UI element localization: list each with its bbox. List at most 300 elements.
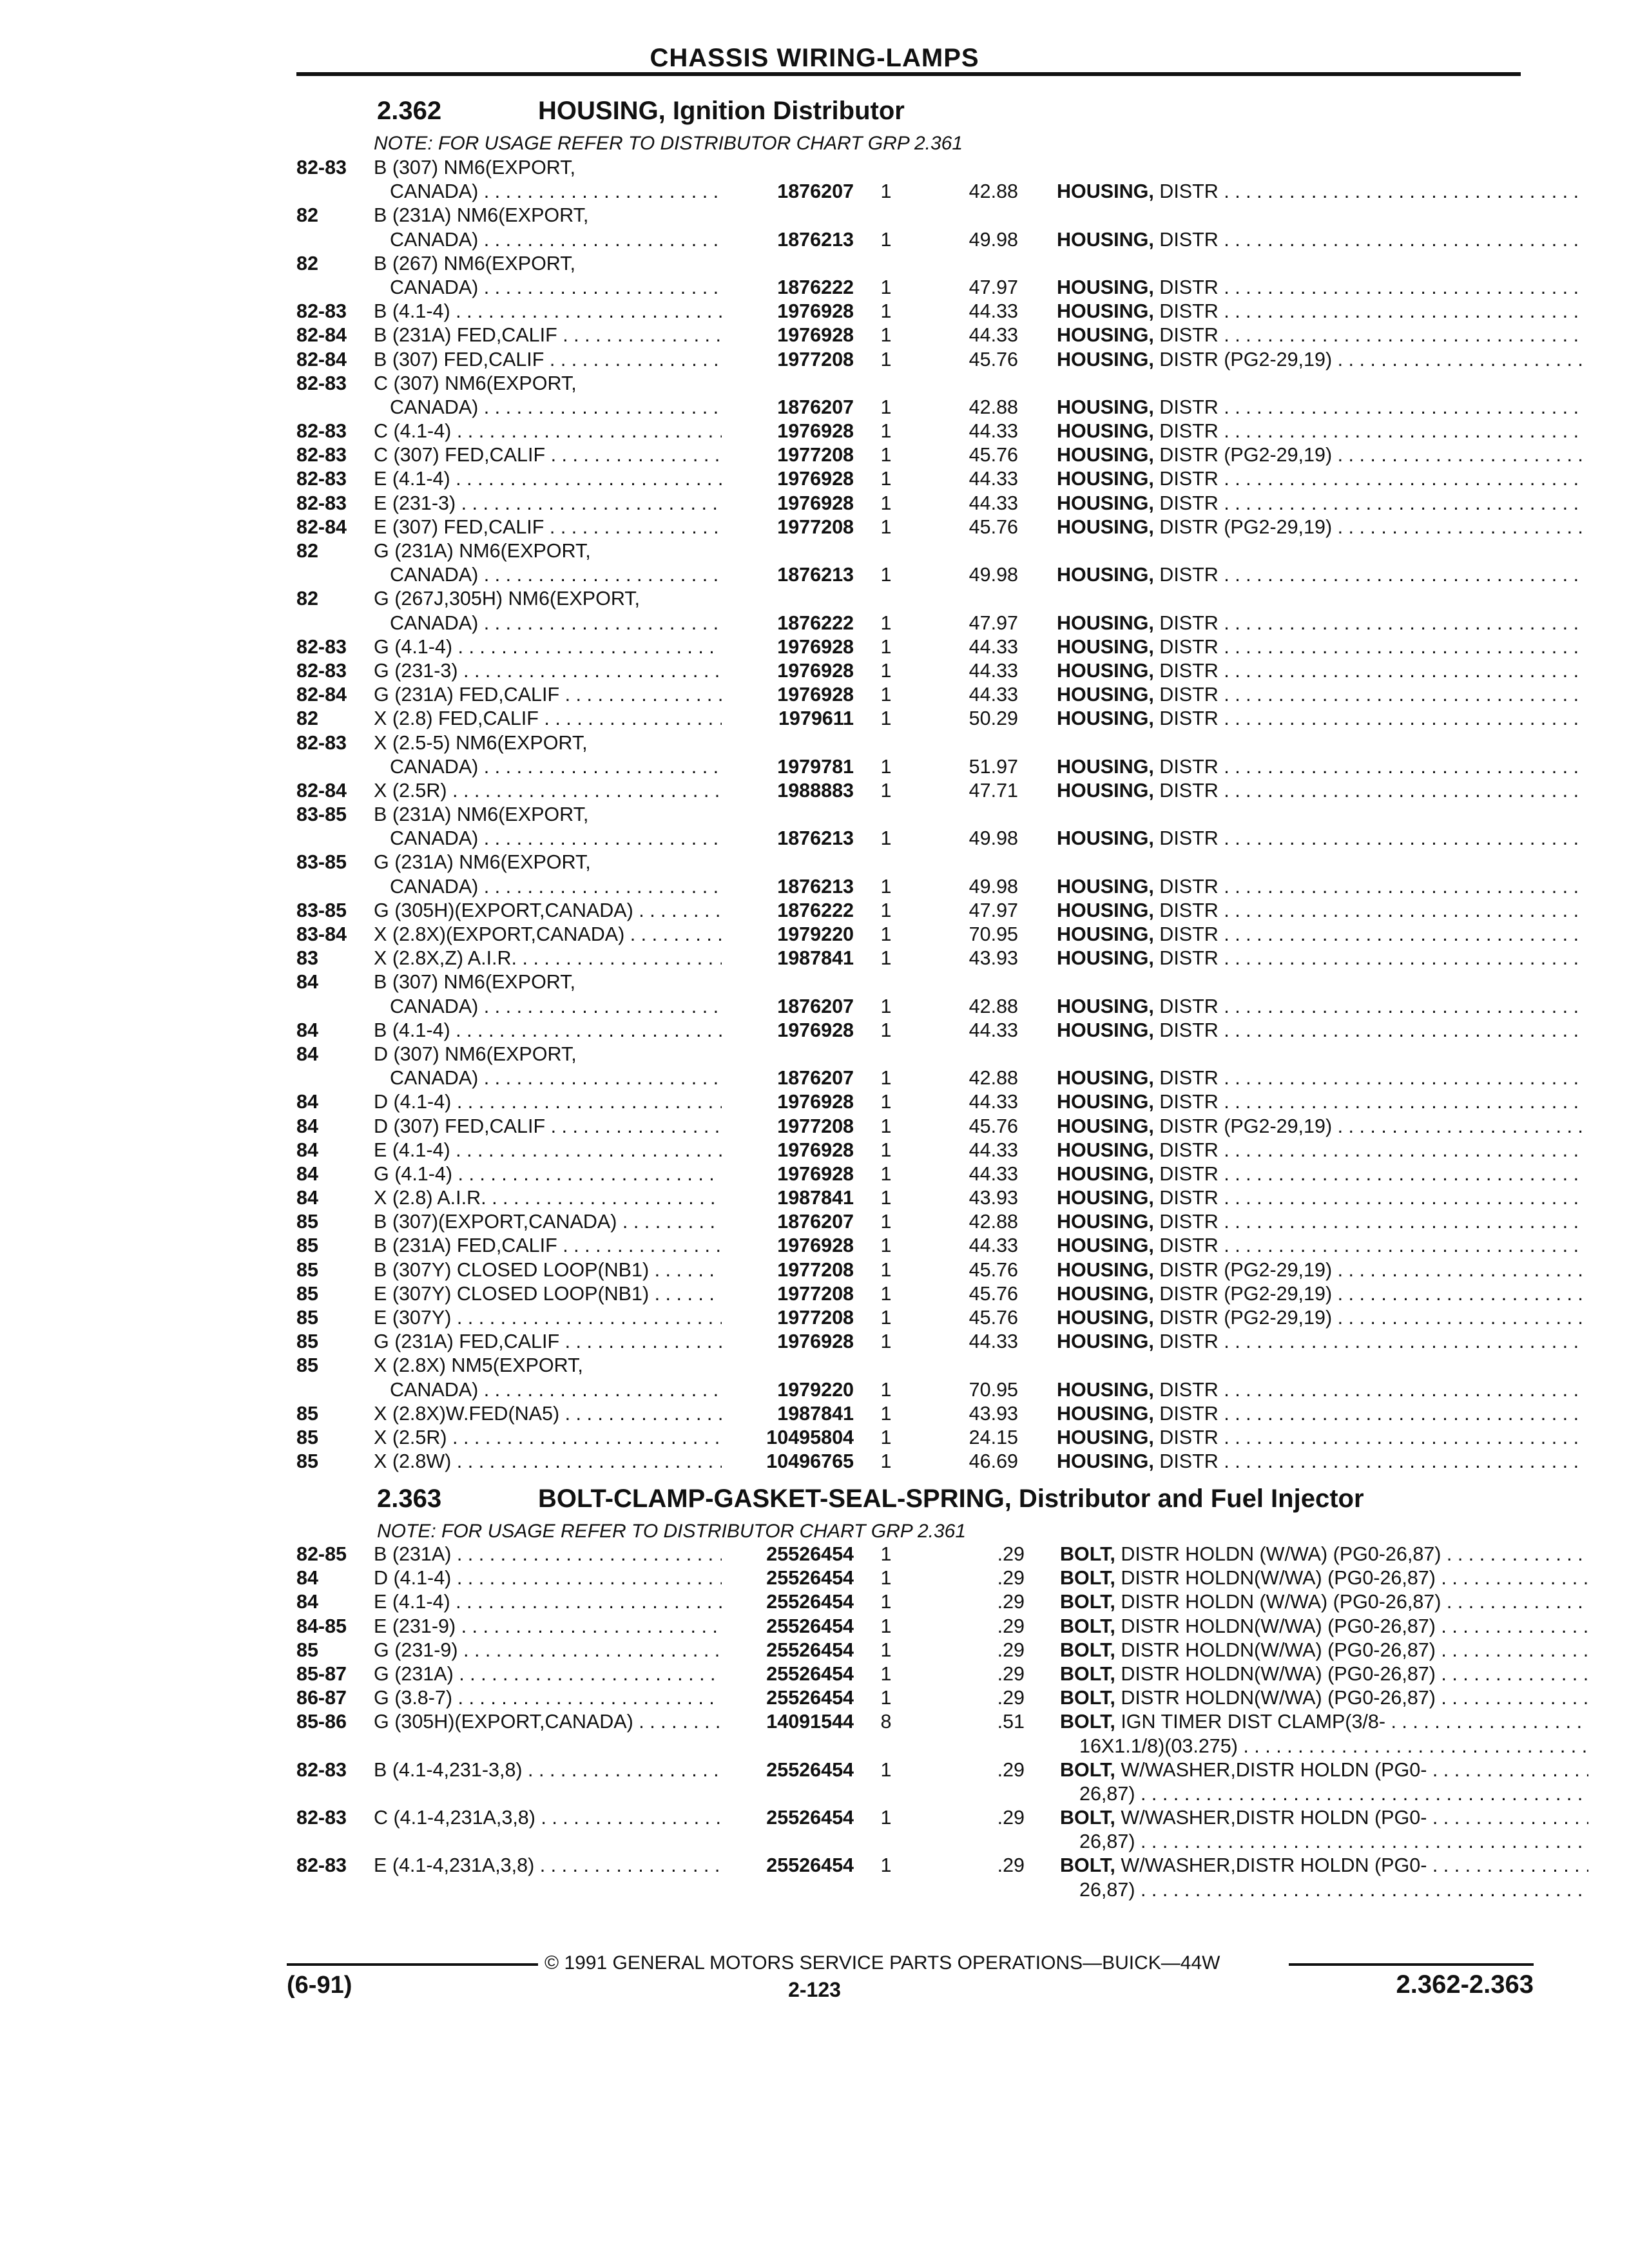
row-part-name-bold: HOUSING,: [1057, 420, 1154, 443]
table-row: [0, 1567, 1629, 1591]
row-years: 85: [296, 1211, 318, 1233]
row-part-name-bold: BOLT,: [1060, 1854, 1115, 1877]
row-part-name-bold: HOUSING,: [1057, 1162, 1154, 1185]
row-quantity: 1: [880, 396, 892, 418]
row-price: 44.33: [969, 300, 1018, 323]
row-description: CANADA) . . .: [390, 1379, 722, 1401]
table-row: [0, 732, 1629, 756]
row-description: X (2.8) FED,CALIF . . .: [374, 707, 722, 730]
row-part-name: [1060, 1663, 1588, 1686]
row-part-name: [1057, 468, 1585, 490]
row-price: 49.98: [969, 827, 1018, 850]
row-quantity: 1: [880, 468, 892, 490]
row-part-name: [1060, 1591, 1588, 1613]
row-price: 47.97: [969, 899, 1018, 921]
row-price: 51.97: [969, 755, 1018, 778]
row-part-name-bold: HOUSING,: [1057, 396, 1154, 418]
row-description: D (4.1-4) . . .: [374, 1567, 722, 1590]
row-part-name-bold: HOUSING,: [1057, 635, 1154, 658]
row-price: 44.33: [969, 420, 1018, 443]
row-part-name-rest: DISTR: [1153, 755, 1219, 778]
row-part-name: [1057, 444, 1585, 466]
row-part-number: 25526454: [766, 1615, 854, 1637]
row-part-name-rest: DISTR: [1153, 1450, 1219, 1473]
row-part-name: [1057, 756, 1585, 778]
row-years: 85-86: [296, 1711, 347, 1733]
row-years: 84: [296, 1115, 318, 1137]
row-part-number: 1979220: [777, 1378, 854, 1401]
row-quantity: 1: [880, 1162, 892, 1185]
table-row: [0, 971, 1629, 995]
row-price: 42.88: [969, 180, 1018, 203]
row-part-name-bold: BOLT,: [1060, 1758, 1115, 1781]
table-row: [0, 827, 1629, 851]
row-part-number: 1876213: [777, 875, 854, 898]
footer-date: (6-91): [287, 1972, 352, 1999]
row-description: X (2.8X,Z) A.I.R. . . .: [374, 947, 722, 970]
row-part-name-bold: HOUSING,: [1057, 1091, 1154, 1113]
row-part-number: 1976928: [777, 420, 854, 443]
row-part-name-rest: DISTR: [1153, 899, 1219, 921]
table-row: [0, 803, 1629, 827]
row-part-name: [1060, 1687, 1588, 1709]
row-part-name: [1057, 1067, 1585, 1090]
row-part-number: 1976928: [777, 1162, 854, 1185]
row-part-name: [1057, 564, 1585, 586]
row-part-name-rest: DISTR HOLDN(W/WA) (PG0-26,87): [1115, 1567, 1436, 1590]
row-description: E (307Y) . . .: [374, 1307, 722, 1329]
row-part-name: [1057, 1019, 1585, 1042]
row-description: G (231-3) . . .: [374, 660, 722, 682]
row-part-number: 1876213: [777, 564, 854, 586]
row-years: 85: [296, 1282, 318, 1305]
table-row: [0, 995, 1629, 1019]
row-description: C (4.1-4) . . .: [374, 420, 722, 443]
footer-rule-left: [287, 1963, 538, 1966]
row-description: G (4.1-4) . . .: [374, 1163, 722, 1186]
row-part-name: [1057, 324, 1585, 347]
row-part-name: [1057, 947, 1585, 970]
row-part-number: 1876207: [777, 180, 854, 203]
table-row: [0, 444, 1629, 468]
row-price: .51: [997, 1711, 1025, 1733]
table-row: [0, 1067, 1629, 1091]
row-part-name: [1057, 612, 1585, 635]
row-quantity: 1: [880, 1331, 892, 1353]
row-quantity: 1: [880, 899, 892, 921]
row-part-name: [1060, 1615, 1588, 1638]
row-price: .29: [997, 1758, 1025, 1781]
row-years: 86-87: [296, 1687, 347, 1709]
row-price: 42.88: [969, 1211, 1018, 1233]
row-description: D (307) FED,CALIF . . .: [374, 1115, 722, 1138]
row-description: X (2.5R) . . .: [374, 1427, 722, 1449]
table-row: [0, 1783, 1629, 1807]
row-part-name: [1057, 492, 1585, 515]
row-description: E (231-9) . . .: [374, 1615, 722, 1638]
row-description: G (3.8-7) . . .: [374, 1687, 722, 1709]
table-row: [0, 372, 1629, 396]
table-row: [0, 276, 1629, 300]
row-description: B (307Y) CLOSED LOOP(NB1) . . .: [374, 1259, 722, 1282]
row-years: 85: [296, 1331, 318, 1353]
row-part-name: [1060, 1854, 1588, 1877]
row-quantity: 1: [880, 276, 892, 298]
row-description: X (2.8X)W.FED(NA5) . . .: [374, 1403, 722, 1425]
table-row: [0, 1139, 1629, 1163]
row-description: G (231A) FED,CALIF . . .: [374, 684, 722, 706]
row-price: 42.88: [969, 995, 1018, 1017]
row-part-name-rest: DISTR: [1153, 396, 1219, 418]
row-part-name-bold: HOUSING,: [1057, 1282, 1154, 1305]
row-price: 44.33: [969, 1139, 1018, 1161]
row-description: X (2.8) A.I.R. . . .: [374, 1187, 722, 1209]
row-part-name-bold: BOLT,: [1060, 1591, 1115, 1613]
row-description: G (4.1-4) . . .: [374, 636, 722, 658]
row-part-name-rest: DISTR: [1153, 420, 1219, 443]
row-quantity: 1: [880, 1615, 892, 1637]
row-price: 45.76: [969, 1115, 1018, 1137]
row-part-name: [1057, 995, 1585, 1018]
row-price: 42.88: [969, 1067, 1018, 1090]
row-quantity: 1: [880, 923, 892, 945]
row-part-name-rest: DISTR (PG2-29,19): [1153, 1282, 1333, 1305]
row-description: B (267) NM6(EXPORT,: [374, 252, 575, 274]
row-price: 44.33: [969, 492, 1018, 514]
row-description: G (231A) NM6(EXPORT,: [374, 851, 591, 874]
row-description: B (4.1-4) . . .: [374, 1019, 722, 1042]
row-part-number: 1976928: [777, 324, 854, 347]
row-years: 82-83: [296, 468, 347, 490]
section-number: 2.362: [377, 97, 442, 125]
row-part-number: 1976928: [777, 1019, 854, 1041]
row-years: 82-83: [296, 372, 347, 394]
row-quantity: 1: [880, 1307, 892, 1329]
row-description: B (231A) NM6(EXPORT,: [374, 803, 589, 826]
row-description: X (2.5-5) NM6(EXPORT,: [374, 731, 588, 754]
row-part-name-bold: HOUSING,: [1057, 779, 1154, 802]
table-row: [0, 707, 1629, 731]
row-description: G (231A) NM6(EXPORT,: [374, 540, 591, 562]
row-description: B (231A) FED,CALIF . . .: [374, 324, 722, 347]
row-part-number: 1977208: [777, 1115, 854, 1137]
row-part-name-bold: HOUSING,: [1057, 564, 1154, 586]
row-part-name-rest: DISTR: [1153, 492, 1219, 514]
table-row: [0, 588, 1629, 611]
row-price: 43.93: [969, 1187, 1018, 1209]
row-quantity: 1: [880, 1402, 892, 1425]
row-part-number: 25526454: [766, 1639, 854, 1661]
row-description: X (2.8X)(EXPORT,CANADA) . . .: [374, 923, 722, 946]
row-part-name-rest: DISTR: [1153, 659, 1219, 682]
row-part-number: 1876207: [777, 1211, 854, 1233]
row-quantity: 1: [880, 1426, 892, 1448]
row-part-name: [1057, 1115, 1585, 1138]
row-part-name: [1057, 396, 1585, 419]
row-price: 44.33: [969, 635, 1018, 658]
row-part-name-bold: HOUSING,: [1057, 899, 1154, 921]
table-row: [0, 1379, 1629, 1403]
row-quantity: 1: [880, 1019, 892, 1041]
row-description: CANADA) . . .: [390, 564, 722, 586]
row-part-name: [1057, 780, 1585, 802]
row-part-number: 1876222: [777, 276, 854, 298]
table-row: [0, 516, 1629, 540]
row-quantity: 1: [880, 1115, 892, 1137]
row-quantity: 1: [880, 827, 892, 850]
row-years: 85-87: [296, 1662, 347, 1685]
row-part-name-bold: HOUSING,: [1057, 875, 1154, 898]
row-part-name-bold: HOUSING,: [1057, 755, 1154, 778]
row-part-number: 25526454: [766, 1807, 854, 1829]
row-part-name: [1057, 349, 1585, 371]
row-quantity: 1: [880, 348, 892, 370]
row-description: C (4.1-4,231A,3,8) . . .: [374, 1807, 722, 1829]
row-part-name: [1060, 1543, 1588, 1566]
row-part-name-bold: HOUSING,: [1057, 827, 1154, 850]
section-title-rest: Ignition Distributor: [665, 97, 905, 125]
row-part-name-bold: BOLT,: [1060, 1662, 1115, 1685]
table-row: [0, 420, 1629, 444]
row-part-number: 25526454: [766, 1662, 854, 1685]
row-part-name-bold: HOUSING,: [1057, 348, 1154, 370]
row-quantity: 1: [880, 1187, 892, 1209]
table-row: [0, 180, 1629, 204]
row-years: 82-83: [296, 1807, 347, 1829]
row-part-name-rest: DISTR: [1153, 1378, 1219, 1401]
row-quantity: 1: [880, 755, 892, 778]
row-part-name-bold: BOLT,: [1060, 1543, 1115, 1565]
row-part-name-rest: DISTR: [1153, 1162, 1219, 1185]
row-part-name-bold: HOUSING,: [1057, 1450, 1154, 1473]
row-description: G (231A) . . .: [374, 1663, 722, 1686]
row-description: CANADA) . . .: [390, 396, 722, 419]
table-row: [0, 229, 1629, 253]
row-part-name-continued: 26,87) . . .: [1079, 1831, 1588, 1853]
row-description: CANADA) . . .: [390, 995, 722, 1018]
row-quantity: 1: [880, 995, 892, 1017]
row-part-number: 1876213: [777, 228, 854, 251]
row-quantity: 1: [880, 228, 892, 251]
row-years: 85: [296, 1258, 318, 1281]
row-quantity: 1: [880, 180, 892, 203]
row-part-name-rest: DISTR: [1153, 707, 1219, 730]
row-part-name-rest: DISTR HOLDN(W/WA) (PG0-26,87): [1115, 1639, 1436, 1661]
row-description: CANADA) . . .: [390, 276, 722, 299]
row-price: 70.95: [969, 1378, 1018, 1401]
table-row: [0, 1331, 1629, 1354]
row-quantity: 1: [880, 420, 892, 443]
row-part-name-rest: DISTR (PG2-29,19): [1153, 515, 1333, 538]
row-years: 83-85: [296, 803, 347, 826]
row-part-number: 1977208: [777, 444, 854, 466]
row-description: G (231A) FED,CALIF . . .: [374, 1331, 722, 1353]
table-row: [0, 468, 1629, 492]
row-years: 82-83: [296, 731, 347, 754]
row-quantity: 1: [880, 324, 892, 347]
row-quantity: 1: [880, 684, 892, 706]
row-part-name: [1057, 1163, 1585, 1186]
row-part-name-bold: HOUSING,: [1057, 444, 1154, 466]
table-row: [0, 1043, 1629, 1067]
row-years: 84: [296, 1043, 318, 1065]
row-part-name-bold: HOUSING,: [1057, 228, 1154, 251]
row-description: CANADA) . . .: [390, 1067, 722, 1090]
row-part-number: 1976928: [777, 1139, 854, 1161]
table-row: [0, 492, 1629, 516]
row-part-name-bold: HOUSING,: [1057, 468, 1154, 490]
row-price: .29: [997, 1567, 1025, 1590]
row-description: E (4.1-4) . . .: [374, 1139, 722, 1162]
row-description: B (231A) NM6(EXPORT,: [374, 204, 589, 227]
row-price: 44.33: [969, 1162, 1018, 1185]
row-description: G (305H)(EXPORT,CANADA) . . .: [374, 1711, 722, 1733]
row-price: 50.29: [969, 707, 1018, 730]
row-part-name-bold: HOUSING,: [1057, 1211, 1154, 1233]
row-years: 82: [296, 540, 318, 562]
row-price: 45.76: [969, 1307, 1018, 1329]
row-quantity: 1: [880, 1211, 892, 1233]
row-part-number: 1976928: [777, 468, 854, 490]
row-description: E (4.1-4) . . .: [374, 468, 722, 490]
row-years: 82-84: [296, 515, 347, 538]
table-row: [0, 1687, 1629, 1711]
row-years: 84: [296, 1162, 318, 1185]
row-description: E (4.1-4) . . .: [374, 1591, 722, 1613]
row-part-name-continued: 16X1.1/8)(03.275) . . .: [1079, 1735, 1588, 1758]
row-part-name-rest: DISTR: [1153, 1402, 1219, 1425]
row-part-name: [1057, 300, 1585, 323]
row-part-name-bold: HOUSING,: [1057, 659, 1154, 682]
row-price: 45.76: [969, 348, 1018, 370]
row-part-name: [1057, 1331, 1585, 1353]
row-price: 47.71: [969, 779, 1018, 802]
row-quantity: 1: [880, 635, 892, 658]
page-header-title: CHASSIS WIRING-LAMPS: [650, 44, 979, 72]
row-years: 82-83: [296, 659, 347, 682]
table-row: [0, 1091, 1629, 1115]
row-part-number: 25526454: [766, 1543, 854, 1565]
row-years: 84: [296, 1019, 318, 1041]
row-description: B (307)(EXPORT,CANADA) . . .: [374, 1211, 722, 1233]
row-description: CANADA) . . .: [390, 180, 722, 203]
row-part-name-bold: HOUSING,: [1057, 1187, 1154, 1209]
row-years: 82: [296, 252, 318, 274]
row-part-name-rest: DISTR HOLDN(W/WA) (PG0-26,87): [1115, 1615, 1436, 1637]
row-part-name: [1057, 1283, 1585, 1305]
row-quantity: 1: [880, 611, 892, 634]
section-title-2363: [377, 1485, 1364, 1514]
row-quantity: 1: [880, 492, 892, 514]
row-quantity: 1: [880, 875, 892, 898]
row-description: CANADA) . . .: [390, 612, 722, 635]
table-row: [0, 923, 1629, 947]
row-part-name: [1057, 876, 1585, 898]
row-quantity: 1: [880, 1662, 892, 1685]
table-row: [0, 300, 1629, 324]
footer-section-ref: 2.362-2.363: [1396, 1970, 1534, 1999]
row-years: 82-84: [296, 684, 347, 706]
row-price: 49.98: [969, 228, 1018, 251]
table-row: [0, 1831, 1629, 1854]
row-price: 43.93: [969, 1402, 1018, 1425]
row-part-name-bold: BOLT,: [1060, 1711, 1115, 1733]
row-price: .29: [997, 1591, 1025, 1613]
row-years: 85: [296, 1402, 318, 1425]
row-part-name: [1057, 1379, 1585, 1401]
table-row: [0, 564, 1629, 588]
row-quantity: 8: [880, 1711, 892, 1733]
row-part-number: 1976928: [777, 492, 854, 514]
table-row: [0, 1307, 1629, 1331]
row-years: 82: [296, 707, 318, 730]
row-description: B (4.1-4,231-3,8) . . .: [374, 1759, 722, 1782]
row-part-number: 10495804: [766, 1426, 854, 1448]
table-row: [0, 1759, 1629, 1783]
row-years: 85: [296, 1426, 318, 1448]
row-years: 82: [296, 588, 318, 610]
row-part-name-rest: DISTR HOLDN(W/WA) (PG0-26,87): [1115, 1662, 1436, 1685]
row-years: 84: [296, 1591, 318, 1613]
row-price: 44.33: [969, 684, 1018, 706]
row-part-name-continued: 26,87) . . .: [1079, 1783, 1588, 1805]
row-price: 45.76: [969, 1282, 1018, 1305]
row-part-number: 1876222: [777, 899, 854, 921]
row-part-name: [1057, 1091, 1585, 1113]
table-row: [0, 636, 1629, 660]
row-price: 70.95: [969, 923, 1018, 945]
row-description: C (307) NM6(EXPORT,: [374, 372, 577, 394]
row-part-name-bold: HOUSING,: [1057, 276, 1154, 298]
row-quantity: 1: [880, 1091, 892, 1113]
table-row: [0, 684, 1629, 707]
row-price: 49.98: [969, 564, 1018, 586]
row-part-name-rest: W/WASHER,DISTR HOLDN (PG0-: [1115, 1854, 1427, 1877]
row-years: 83-85: [296, 851, 347, 874]
row-part-number: 1976928: [777, 1235, 854, 1257]
row-part-number: 1979781: [777, 755, 854, 778]
row-description: B (231A) FED,CALIF . . .: [374, 1235, 722, 1257]
row-price: 46.69: [969, 1450, 1018, 1473]
table-row: [0, 1427, 1629, 1450]
row-description: CANADA) . . .: [390, 756, 722, 778]
row-years: 85: [296, 1639, 318, 1661]
row-quantity: 1: [880, 300, 892, 323]
row-description: E (307) FED,CALIF . . .: [374, 516, 722, 539]
row-years: 84: [296, 1567, 318, 1590]
row-quantity: 1: [880, 1687, 892, 1709]
row-part-name-bold: BOLT,: [1060, 1687, 1115, 1709]
row-part-name: [1057, 420, 1585, 443]
row-price: 24.15: [969, 1426, 1018, 1448]
row-part-name-rest: DISTR: [1153, 1211, 1219, 1233]
row-years: 85: [296, 1235, 318, 1257]
row-part-name-bold: HOUSING,: [1057, 1019, 1154, 1041]
row-part-number: 1979220: [777, 923, 854, 945]
row-part-name-rest: DISTR (PG2-29,19): [1153, 1115, 1333, 1137]
table-row: [0, 1187, 1629, 1211]
row-part-name-bold: HOUSING,: [1057, 1115, 1154, 1137]
row-part-name: [1057, 1403, 1585, 1425]
row-part-name-bold: BOLT,: [1060, 1639, 1115, 1661]
row-part-number: 10496765: [766, 1450, 854, 1473]
row-part-number: 1977208: [777, 1307, 854, 1329]
row-part-number: 25526454: [766, 1758, 854, 1781]
row-part-number: 1876207: [777, 396, 854, 418]
row-quantity: 1: [880, 1258, 892, 1281]
row-price: 44.33: [969, 1091, 1018, 1113]
row-quantity: 1: [880, 1378, 892, 1401]
